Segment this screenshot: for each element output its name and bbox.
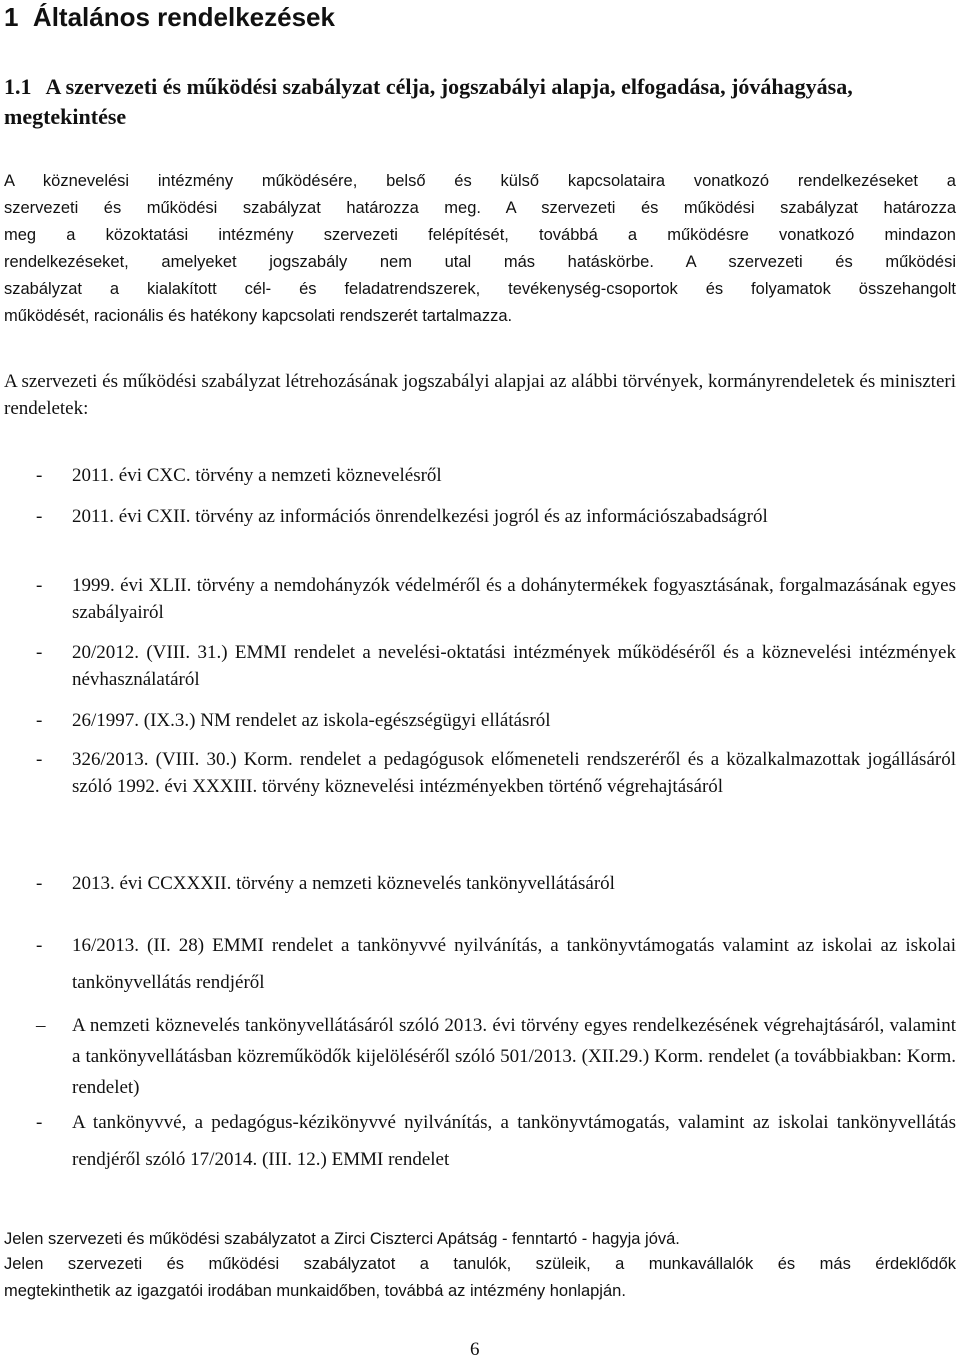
law-item bbox=[4, 707, 956, 734]
heading-level-2 bbox=[4, 72, 956, 132]
law-item bbox=[4, 503, 956, 530]
heading-level-1 bbox=[4, 2, 335, 33]
law-item bbox=[4, 1010, 956, 1103]
list-dash: - bbox=[36, 506, 43, 527]
law-item bbox=[4, 639, 956, 693]
list-dash: - bbox=[36, 642, 43, 663]
approval-sentence: Jelen szervezeti és működési szabályzatot a Zirci Ciszterci Apátság - fenntartó - hagyja jóvá. bbox=[4, 1230, 680, 1248]
law-item-text: 2011. évi CXII. törvény az információs önrendelkezési jogról és az információszabadságról bbox=[72, 506, 768, 527]
list-dash: - bbox=[36, 749, 43, 770]
legal-basis-paragraph: A szervezeti és működési szabályzat létrehozásának jogszabályi alapjai az alábbi törvények, kormányrendeletek és miniszteri rendeletek: bbox=[4, 371, 956, 419]
law-item-text: 20/2012. (VIII. 31.) EMMI rendelet a nevelési-oktatási intézmények működéséről és a köznevelési intézmények névhasználatáról bbox=[72, 642, 956, 690]
intro-line-6: működését, racionális és hatékony kapcsolati rendszerét tartalmazza. bbox=[4, 307, 513, 325]
law-item bbox=[4, 927, 956, 1001]
list-dash: - bbox=[36, 575, 43, 596]
list-dash: - bbox=[36, 935, 43, 956]
law-item-text: 326/2013. (VIII. 30.) Korm. rendelet a pedagógusok előmeneteli rendszeréről és a közalkalmazottak jogállásáról szóló 1992. évi XXXIII. törvény köznevelési intézményekben történő végrehajtásáról bbox=[72, 749, 956, 797]
law-item bbox=[4, 1104, 956, 1178]
list-dash: - bbox=[36, 1112, 43, 1133]
list-dash: - bbox=[36, 710, 43, 731]
law-item bbox=[4, 572, 956, 626]
intro-line-1: A köznevelési intézmény működésére, belső és külső kapcsolataira vonatkozó rendelkezéseket a bbox=[4, 172, 956, 190]
law-item-text: 16/2013. (II. 28) EMMI rendelet a tankönyvvé nyilvánítás, a tankönyvtámogatás valamint az iskolai az iskolai tankönyvellátás rendjéről bbox=[72, 935, 956, 993]
intro-line-5: szabályzat a kialakított cél- és feladatrendszerek, tevékenység-csoportok és folyamatok összehangolt bbox=[4, 280, 956, 298]
viewing-line-2: megtekinthetik az igazgatói irodában munkaidőben, továbbá az intézmény honlapján. bbox=[4, 1282, 626, 1300]
list-dash: - bbox=[36, 465, 43, 486]
law-item-text: 2013. évi CCXXXII. törvény a nemzeti köznevelés tankönyvellátásáról bbox=[72, 873, 615, 894]
intro-line-3: meg a közoktatási intézmény szervezeti felépítését, továbbá a működésre vonatkozó mindazon bbox=[4, 226, 956, 244]
law-item-text: A nemzeti köznevelés tankönyvellátásáról szóló 2013. évi törvény egyes rendelkezésének végrehajtásáról, valamint a tankönyvellátásban közreműködők kijelöléséről szóló 501/2013. (XII.29.) Korm. rendelet (a továbbiakban: Korm. rendelet) bbox=[72, 1015, 956, 1098]
page-number: 6 bbox=[470, 1339, 480, 1360]
law-item-text: 1999. évi XLII. törvény a nemdohányzók védelméről és a dohánytermékek fogyasztásának, forgalmazásának egyes szabályairól bbox=[72, 575, 956, 623]
heading-1-title: Általános rendelkezések bbox=[32, 2, 335, 32]
list-dash: - bbox=[36, 873, 43, 894]
heading-2-title: A szervezeti és működési szabályzat célja, jogszabályi alapja, elfogadása, jóváhagyása, megtekintése bbox=[4, 74, 853, 129]
intro-line-2: szervezeti és működési szabályzat határozza meg. A szervezeti és működési szabályzat határozza bbox=[4, 199, 956, 217]
law-item-text: 2011. évi CXC. törvény a nemzeti köznevelésről bbox=[72, 465, 442, 486]
viewing-line-1: Jelen szervezeti és működési szabályzatot a tanulók, szüleik, a munkavállalók és más érdeklődők bbox=[4, 1255, 956, 1273]
law-item-text: 26/1997. (IX.3.) NM rendelet az iskola-egészségügyi ellátásról bbox=[72, 710, 551, 731]
law-item bbox=[4, 870, 956, 897]
law-item bbox=[4, 462, 956, 489]
heading-2-number: 1.1 bbox=[4, 74, 32, 99]
intro-line-4: rendelkezéseket, amelyeket jogszabály nem utal más hatáskörbe. A szervezeti és működési bbox=[4, 253, 956, 271]
law-item bbox=[4, 746, 956, 800]
list-dash: – bbox=[36, 1015, 46, 1036]
law-item-text: A tankönyvvé, a pedagógus-kézikönyvvé nyilvánítás, a tankönyvtámogatás, valamint az iskolai tankönyvellátás rendjéről szóló 17/2014. (III. 12.) EMMI rendelet bbox=[72, 1112, 956, 1170]
heading-1-number: 1 bbox=[4, 2, 19, 32]
